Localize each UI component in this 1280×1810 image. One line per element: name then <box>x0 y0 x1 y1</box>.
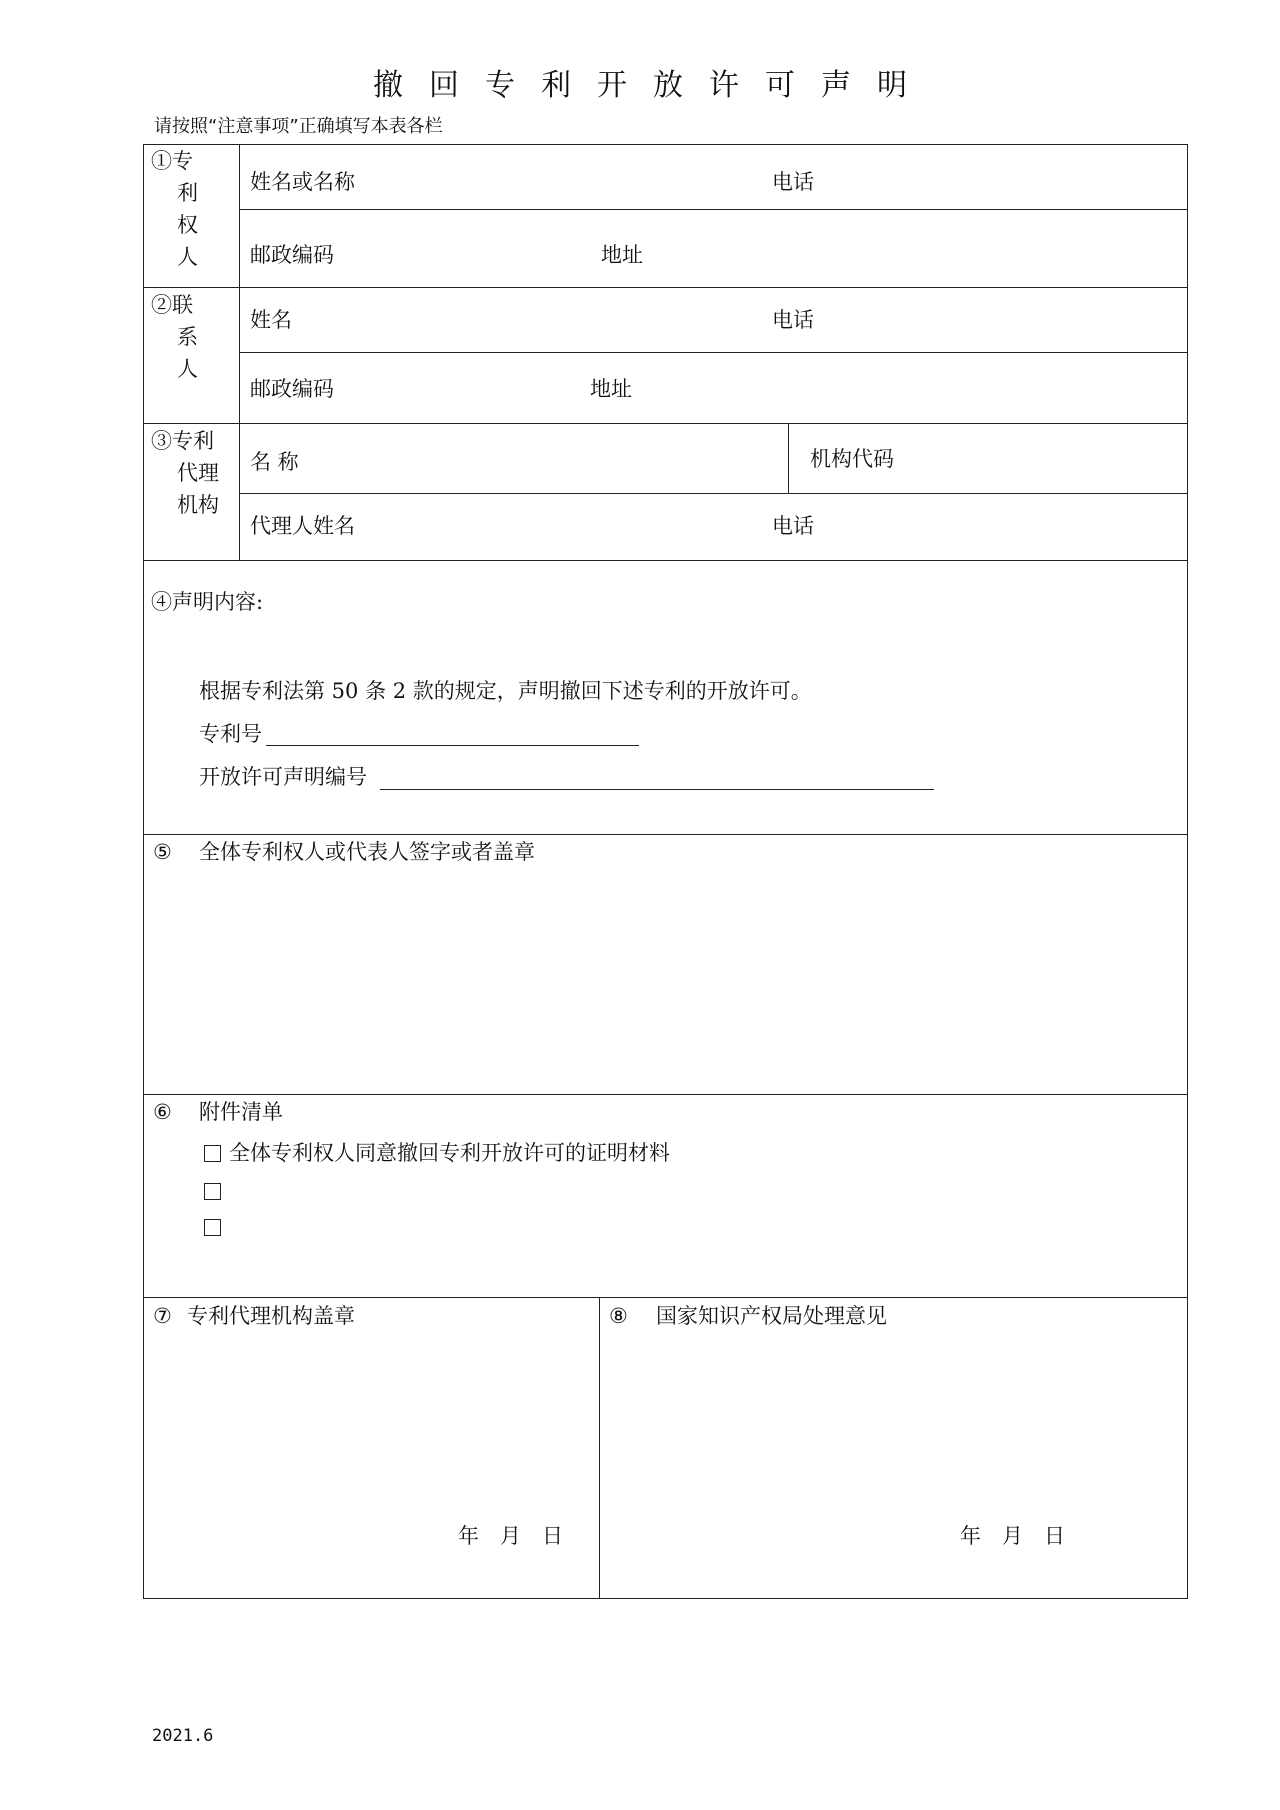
agency-seal-num: ⑦ <box>153 1304 172 1328</box>
divider-signature-attachments <box>144 1094 1187 1095</box>
attachments-num: ⑥ <box>153 1100 172 1124</box>
patentee-name-label: 姓名或名称 <box>250 170 355 194</box>
patentee-label-num: ①专 <box>151 149 193 173</box>
agency-phone-label: 电话 <box>772 514 814 538</box>
divider-contact-rows <box>240 352 1187 353</box>
agency-code-divider <box>788 423 789 493</box>
attachment-item-1: 全体专利权人同意撤回专利开放许可的证明材料 <box>229 1141 670 1165</box>
patentee-postcode-label: 邮政编码 <box>250 243 334 267</box>
agency-label <box>151 425 231 521</box>
attachment-checkbox-2[interactable] <box>204 1183 221 1200</box>
statement-heading: ④声明内容: <box>151 590 264 614</box>
agency-label-num: ③专利 <box>151 429 214 453</box>
cnipa-opinion-heading: 国家知识产权局处理意见 <box>656 1304 887 1328</box>
divider-attachments-seal <box>144 1297 1187 1298</box>
form-instruction: 请按照“注意事项”正确填写本表各栏 <box>154 116 443 137</box>
form-title: 撤回专利开放许可声明 <box>373 68 933 103</box>
attachments-heading: 附件清单 <box>199 1100 283 1124</box>
form-version: 2021.6 <box>152 1726 214 1746</box>
contact-label-num: ②联 <box>151 293 193 317</box>
divider-agency-statement <box>144 560 1187 561</box>
seal-opinion-divider <box>599 1297 600 1598</box>
label-column-divider <box>239 145 240 560</box>
patentee-label <box>151 145 231 273</box>
cnipa-opinion-date: 年 月 日 <box>960 1524 1065 1548</box>
patent-number-label: 专利号 <box>199 722 262 746</box>
agency-seal-date: 年 月 日 <box>458 1524 563 1548</box>
contact-postcode-label: 邮政编码 <box>250 377 334 401</box>
statement-body: 根据专利法第 50 条 2 款的规定，声明撤回下述专利的开放许可。 <box>199 679 812 703</box>
divider-contact-agency <box>144 423 1187 424</box>
attachment-checkbox-3[interactable] <box>204 1219 221 1236</box>
contact-phone-label: 电话 <box>772 308 814 332</box>
agency-agent-name-label: 代理人姓名 <box>250 514 355 538</box>
contact-label <box>151 289 231 385</box>
signature-heading: 全体专利权人或代表人签字或者盖章 <box>199 840 535 864</box>
agency-seal-heading: 专利代理机构盖章 <box>187 1304 355 1328</box>
divider-patentee-contact <box>144 287 1187 288</box>
divider-agency-rows <box>240 493 1187 494</box>
agency-name-label: 名 称 <box>250 450 299 474</box>
agency-label-rest: 代理 机构 <box>177 461 219 517</box>
divider-patentee-rows <box>240 209 1187 210</box>
declaration-number-label: 开放许可声明编号 <box>199 765 367 789</box>
declaration-form <box>143 144 1188 1599</box>
declaration-number-field[interactable] <box>380 789 934 790</box>
patent-number-field[interactable] <box>266 745 639 746</box>
signature-num: ⑤ <box>153 840 172 864</box>
attachment-checkbox-1[interactable] <box>204 1145 221 1162</box>
patentee-phone-label: 电话 <box>772 170 814 194</box>
patentee-label-rest: 利 权 人 <box>177 181 198 269</box>
agency-org-code-label: 机构代码 <box>810 447 894 471</box>
cnipa-opinion-num: ⑧ <box>609 1304 628 1328</box>
patentee-address-label: 地址 <box>601 243 643 267</box>
contact-label-rest: 系 人 <box>177 325 198 381</box>
contact-address-label: 地址 <box>590 377 632 401</box>
contact-name-label: 姓名 <box>250 308 292 332</box>
signature-area[interactable] <box>144 875 1187 1085</box>
divider-statement-signature <box>144 834 1187 835</box>
